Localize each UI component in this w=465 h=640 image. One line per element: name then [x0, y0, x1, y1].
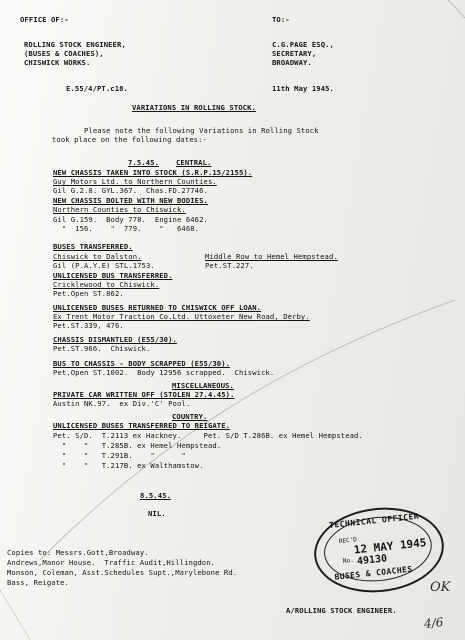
bolted-line-2: " 156. " 779. " 6468.: [53, 224, 200, 233]
from-line-3: CHISWICK WORKS.: [24, 58, 91, 67]
section-date-8-5-45: 8.5.45.: [140, 491, 171, 500]
unlicensed-bus-heading: UNLICENSED BUS TRANSFERRED.: [53, 271, 173, 280]
stamp-bottom-text: BUSES & COACHES: [334, 564, 413, 582]
technical-officer-stamp: [310, 501, 451, 598]
nil-entry: NIL.: [148, 509, 166, 518]
body-scrapped-detail: Pet.Open ST.1002. Body 12956 scrapped. Chiswick.: [53, 368, 275, 377]
intro-line-2: took place on the following dates:-: [52, 135, 207, 144]
returned-off-loan-detail: Pet.ST.339, 476.: [53, 321, 124, 330]
miscellaneous-heading: MISCELLANEOUS.: [172, 381, 234, 390]
new-chassis-heading: NEW CHASSIS TAKEN INTO STOCK (S.R.P.15/2155).: [53, 168, 253, 177]
memo-date: 11th May 1945.: [272, 84, 334, 93]
body-scrapped-heading: BUS TO CHASSIS - BODY SCRAPPED (E55/30).: [53, 359, 231, 368]
stamp-no-label: No.: [342, 556, 355, 565]
handwritten-ok-mark: OK: [430, 580, 451, 595]
stamp-recd-label: REC'D: [338, 536, 358, 546]
central-heading: CENTRAL.: [176, 158, 212, 167]
country-line-1: Pet. S/D. T.2113 ex Hackney. Pet. S/D T.286B. ex Hemel Hempstead.: [53, 431, 363, 440]
copies-line-3: Monson, Coleman, Asst.Schedules Supt.,Marylebone Rd.: [7, 568, 238, 577]
handwritten-page-mark: 4/6: [423, 615, 444, 631]
to-line-2: SECRETARY,: [272, 49, 317, 58]
section-date-7-5-45: 7.5.45.: [128, 158, 159, 167]
buses-transferred-heading: BUSES TRANSFERRED.: [53, 242, 133, 251]
returned-off-loan-route: Ex Trent Motor Traction Co.Ltd. Uttoxeter New Road, Derby.: [53, 312, 310, 321]
buses-to-detail: Pet.ST.227.: [205, 261, 254, 270]
private-car-heading: PRIVATE CAR WRITTEN OFF (STOLEN 27.4.45).: [53, 390, 235, 399]
country-line-2: " " T.285B. ex Hemel Hempstead.: [53, 441, 222, 450]
office-of-label: OFFICE OF:-: [20, 15, 69, 24]
private-car-detail: Austin NK.97. ex Div.'C' Pool.: [53, 399, 191, 408]
to-line-1: C.G.PAGE ESQ.,: [272, 40, 334, 49]
chassis-dismantled-heading: CHASSIS DISMANTLED (E55/30).: [53, 335, 177, 344]
to-label: TO:-: [272, 15, 290, 24]
stamp-date: 12 MAY 1945: [353, 536, 428, 557]
copies-line-2: Andrews,Manor House. Traffic Audit,Hillingdon.: [7, 558, 216, 567]
copies-line-1: Copies to: Messrs.Gott,Broadway.: [7, 548, 149, 557]
new-chassis-detail: Gil G.2.8. GYL.367. Chas.FD.27746.: [53, 186, 208, 195]
returned-off-loan-heading: UNLICENSED BUSES RETURNED TO CHISWICK OFF LOAN.: [53, 303, 262, 312]
copies-line-4: Bass, Reigate.: [7, 578, 69, 587]
intro-line-1: Please note the following Variations in Rolling Stock: [84, 126, 319, 135]
chassis-dismantled-detail: Pet.ST.966. Chiswick.: [53, 344, 151, 353]
country-heading: COUNTRY.: [172, 412, 208, 421]
reference-number: E.55/4/PT.c18.: [66, 84, 128, 93]
buses-from-detail: Gil (P.A.Y.E) STL.1753.: [53, 261, 155, 270]
signature-line: A/ROLLING STOCK ENGINEER.: [286, 606, 397, 615]
bolted-heading: NEW CHASSIS BOLTED WITH NEW BODIES.: [53, 196, 208, 205]
bolted-line-1: Gil G.159. Body 778. Engine 6462.: [53, 215, 208, 224]
memo-title: VARIATIONS IN ROLLING STOCK.: [132, 103, 256, 112]
buses-from-route: Chiswick to Dalston.: [53, 252, 142, 261]
to-line-3: BROADWAY.: [272, 58, 312, 67]
bolted-route: Northern Counties to Chiswick.: [53, 205, 186, 214]
country-line-4: " " T.217B. ex Walthamstow.: [53, 461, 204, 470]
new-chassis-route: Guy Motors Ltd. to Northern Counties.: [53, 177, 217, 186]
stamp-top-text: TECHNICAL OFFICER: [328, 511, 420, 531]
stamp-number: 49130: [356, 553, 388, 568]
unlicensed-bus-detail: Pet.Open ST.862.: [53, 289, 124, 298]
country-transfer-heading: UNLICENSED BUSES TRANSFERRED TO REIGATE.: [53, 421, 231, 430]
country-line-3: " " T.291B. " ": [53, 451, 186, 460]
buses-to-route: Middle Row to Hemel Hempstead.: [205, 252, 338, 261]
unlicensed-bus-route: Cricklewood to Chiswick.: [53, 280, 160, 289]
from-line-2: (BUSES & COACHES),: [24, 49, 104, 58]
from-line-1: ROLLING STOCK ENGINEER,: [24, 40, 126, 49]
